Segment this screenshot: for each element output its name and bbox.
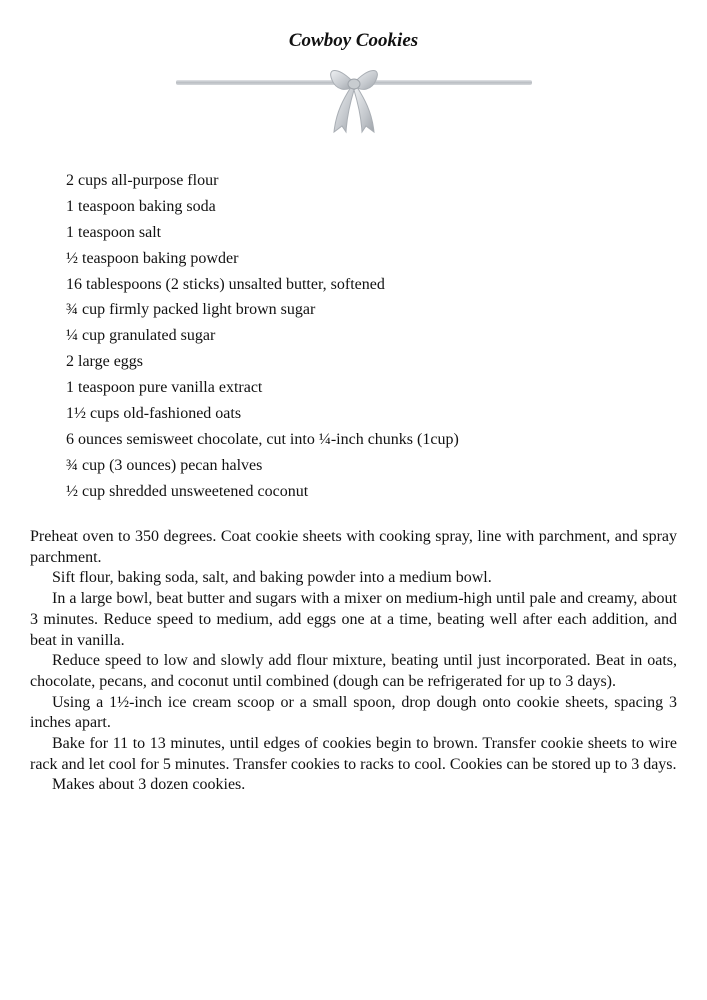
ingredient-item: 2 large eggs [66,353,144,371]
ingredients-list [66,168,666,505]
ingredient-item: 1 teaspoon salt [66,223,162,241]
ingredient-item: 1 teaspoon pure vanilla extract [66,379,263,397]
directions-section [30,527,677,796]
direction-paragraph: In a large bowl, beat butter and sugars with a mixer on medium-high until pale and creamy, about 3 minutes. Reduce speed to medium, add eggs one at a time, beating well after each addition, and beat in vanilla. [30,590,677,649]
direction-paragraph: Using a 1½-inch ice cream scoop or a small spoon, drop dough onto cookie sheets, spacing 3 inches apart. [30,693,677,732]
ingredient-item: ¼ cup granulated sugar [66,327,216,345]
ribbon-bow-divider-icon [176,66,532,138]
direction-paragraph: Sift flour, baking soda, salt, and baking powder into a medium bowl. [52,569,492,587]
ingredient-item: 1½ cups old-fashioned oats [66,405,242,423]
recipe-title: Cowboy Cookies [288,30,419,51]
ingredient-item: 2 cups all-purpose flour [66,172,219,189]
direction-paragraph: Preheat oven to 350 degrees. Coat cookie sheets with cooking spray, line with parchment, and spray parchment. [30,528,677,566]
ingredient-item: ½ cup shredded unsweetened coconut [66,482,309,500]
ingredient-item: 16 tablespoons (2 sticks) unsalted butter, softened [66,275,385,293]
ingredient-item: 6 ounces semisweet chocolate, cut into ¼-inch chunks (1cup) [66,430,459,448]
ingredient-item: ¾ cup firmly packed light brown sugar [66,301,316,319]
ingredient-item: 1 teaspoon baking soda [66,197,216,215]
direction-paragraph: Makes about 3 dozen cookies. [52,776,246,794]
ingredient-item: ½ teaspoon baking powder [66,249,239,267]
direction-paragraph: Bake for 11 to 13 minutes, until edges of cookies begin to brown. Transfer cookie sheets to wire rack and let cool for 5 minutes. Transfer cookies to racks to cool. Cookies can be stored up to 3 days. [30,735,677,773]
direction-paragraph: Reduce speed to low and slowly add flour mixture, beating until just incorporated. Beat in oats, chocolate, pecans, and coconut until combined (dough can be refrigerated for up to 3 days). [30,652,677,690]
ingredient-item: ¾ cup (3 ounces) pecan halves [66,456,263,474]
